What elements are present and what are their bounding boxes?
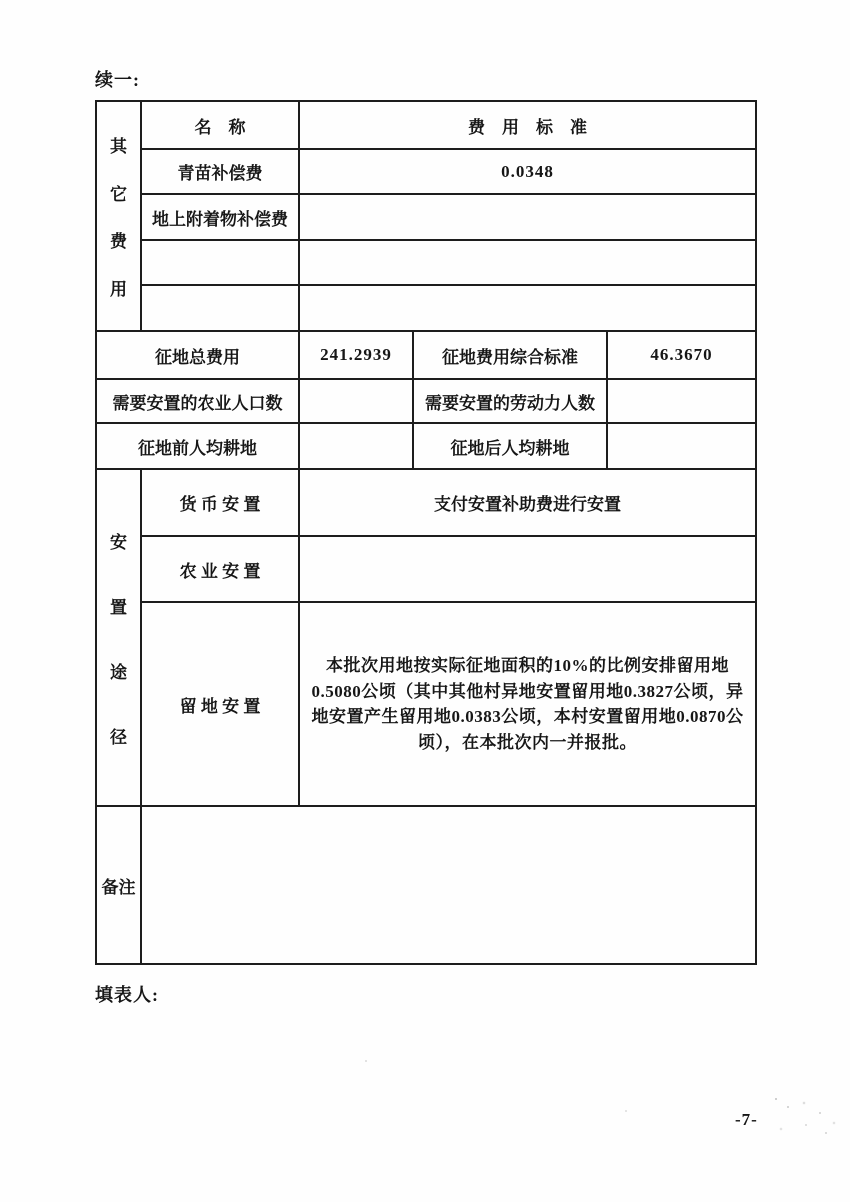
per-capita-before-value-cell (299, 423, 413, 469)
resettlement-group-label: 安 置 途 径 (110, 532, 127, 747)
fee-value-cell: 0.0348 (299, 149, 756, 194)
fee-name-cell: 地上附着物补偿费 (141, 194, 299, 240)
comprehensive-standard-value-cell: 46.3670 (607, 331, 756, 379)
per-capita-after-value-cell (607, 423, 756, 469)
fee-value-cell (299, 240, 756, 285)
table-row (96, 423, 756, 469)
total-fee-label-cell: 征地总费用 (96, 331, 299, 379)
fee-name-cell (141, 240, 299, 285)
page-number: -7- (735, 1110, 758, 1129)
continuation-label: 续一: (95, 70, 140, 90)
agri-population-label-cell: 需要安置的农业人口数 (96, 379, 299, 423)
table-row (96, 806, 756, 964)
table-row (96, 469, 756, 536)
monetary-resettlement-label-cell: 货 币 安 置 (141, 469, 299, 536)
other-fees-group-label: 其 它 费 用 (110, 137, 127, 299)
agricultural-resettlement-label-cell: 农 业 安 置 (141, 536, 299, 602)
table-row (96, 331, 756, 379)
remarks-value-cell (141, 806, 756, 964)
name-header-cell: 名 称 (141, 101, 299, 149)
per-capita-after-label-cell: 征地后人均耕地 (413, 423, 607, 469)
per-capita-before-label-cell: 征地前人均耕地 (96, 423, 299, 469)
reserved-land-resettlement-label-cell: 留 地 安 置 (141, 602, 299, 806)
table-row (96, 149, 756, 194)
monetary-resettlement-value-cell: 支付安置补助费进行安置 (299, 469, 756, 536)
fee-name-cell: 青苗补偿费 (141, 149, 299, 194)
labor-count-value-cell (607, 379, 756, 423)
fee-standard-header-cell: 费 用 标 准 (299, 101, 756, 149)
table-row (96, 379, 756, 423)
remarks-label-cell: 备注 (96, 806, 141, 964)
table-row (96, 240, 756, 285)
fee-value-cell (299, 194, 756, 240)
table-row (96, 194, 756, 240)
resettlement-group-cell (96, 469, 141, 806)
comprehensive-standard-label-cell: 征地费用综合标准 (413, 331, 607, 379)
land-acquisition-cost-table (95, 100, 757, 965)
fee-value-cell (299, 285, 756, 331)
total-fee-value-cell: 241.2939 (299, 331, 413, 379)
form-filler-label: 填表人: (95, 985, 159, 1005)
table-row (96, 536, 756, 602)
table-row (96, 285, 756, 331)
labor-count-label-cell: 需要安置的劳动力人数 (413, 379, 607, 423)
fee-name-cell (141, 285, 299, 331)
scan-noise (775, 1098, 777, 1100)
table-row (96, 101, 756, 149)
other-fees-group-cell (96, 101, 141, 331)
agri-population-value-cell (299, 379, 413, 423)
reserved-land-resettlement-value-cell: 本批次用地按实际征地面积的10%的比例安排留用地0.5080公顷（其中其他村异地安置留用地0.3827公顷，异地安置产生留用地0.0383公顷，本村安置留用地0.0870公顷），在本批次内一并报批。 (299, 602, 756, 806)
agricultural-resettlement-value-cell (299, 536, 756, 602)
table-row (96, 602, 756, 806)
